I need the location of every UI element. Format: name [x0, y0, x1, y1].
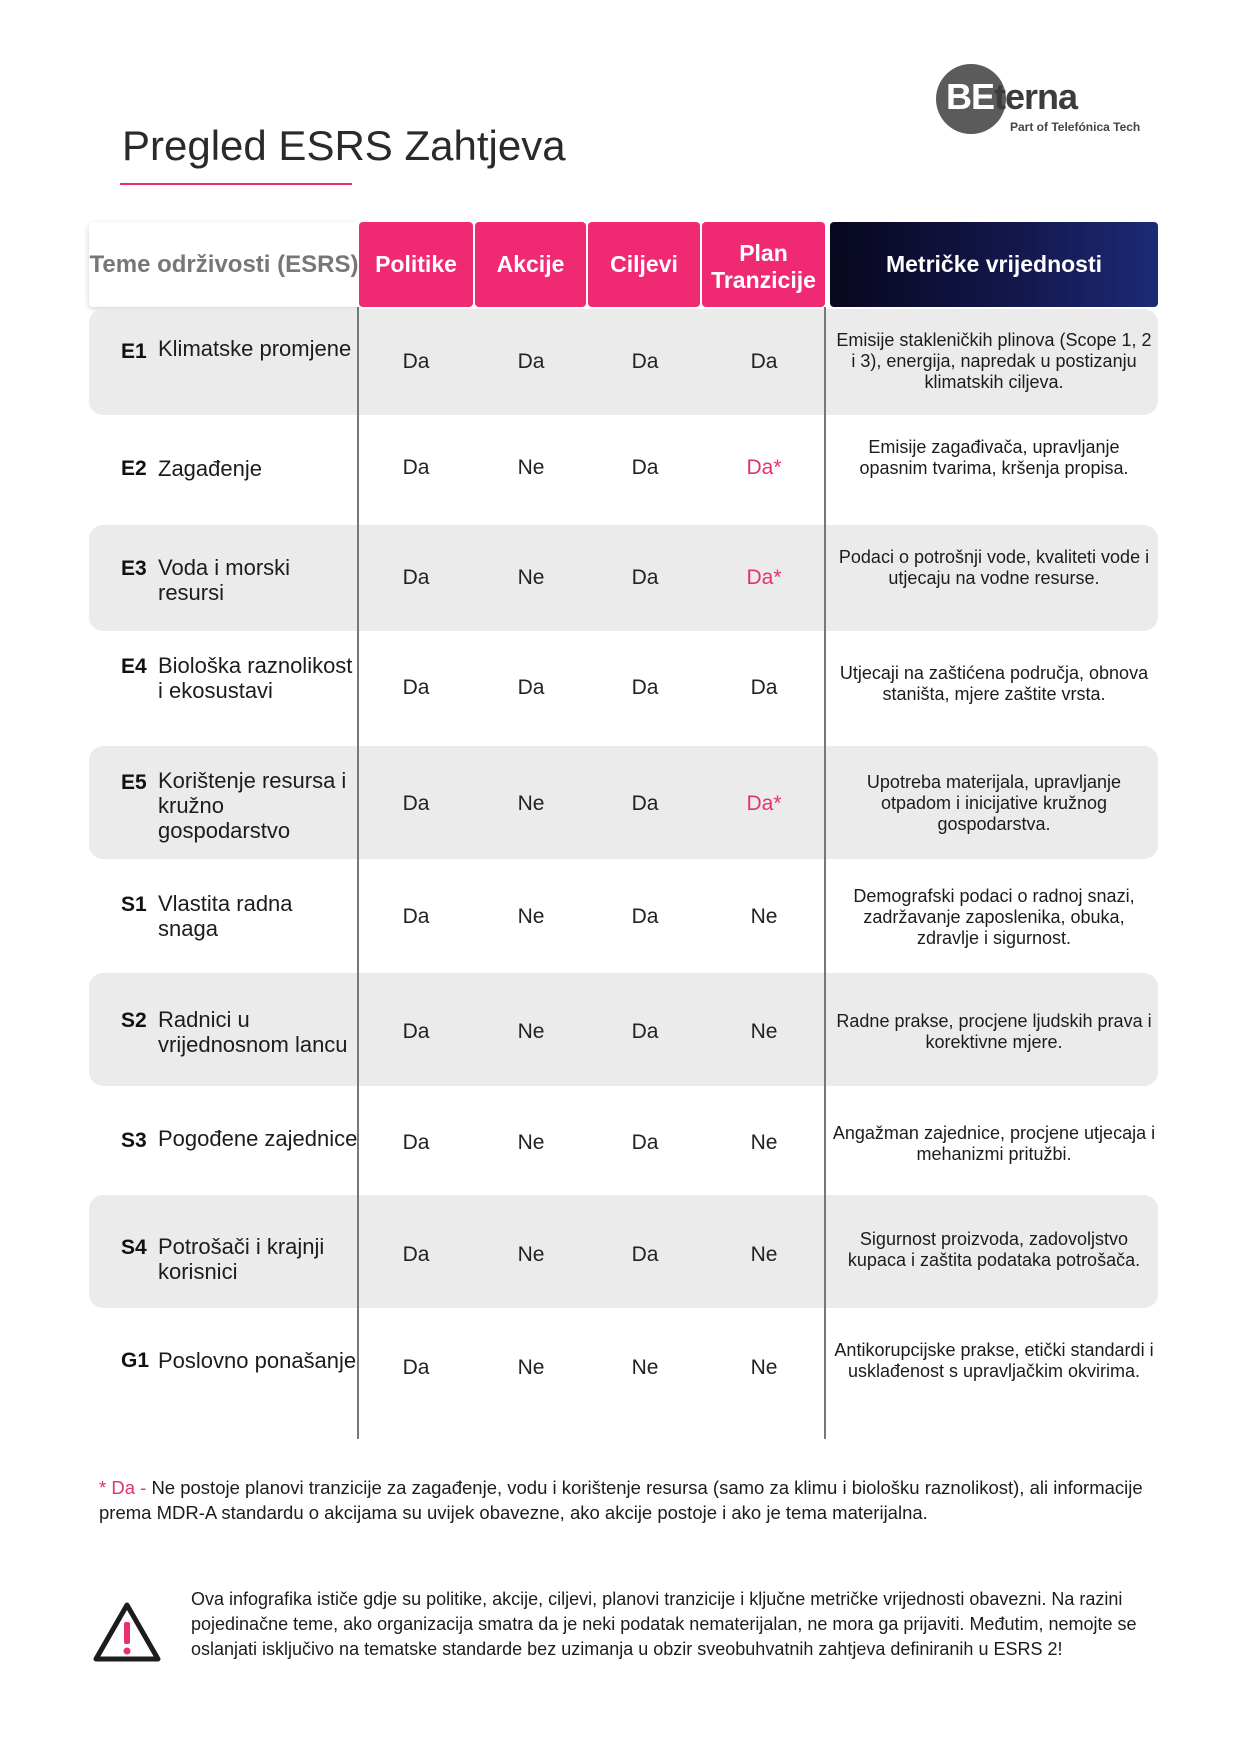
cell-metric: Radne prakse, procjene ljudskih prava i korektivne mjere.: [836, 1011, 1152, 1052]
cell-plan: Ne: [750, 1356, 778, 1379]
row-topic-name: Potrošači i krajnji korisnici: [158, 1234, 325, 1284]
cell-akcije: Ne: [517, 792, 545, 815]
cell-metric: Sigurnost proizvoda, zadovoljstvo kupaca i zaštita podataka potrošača.: [847, 1229, 1141, 1270]
row-code: E2: [121, 457, 147, 480]
cell-metric: Upotreba materijala, upravljanje otpadom i inicijative kružnog gospodarstva.: [866, 772, 1122, 834]
cell-ciljevi: Da: [631, 1131, 659, 1154]
cell-akcije: Ne: [517, 1356, 545, 1379]
cell-politike: Da: [402, 1243, 430, 1266]
cell-ciljevi: Da: [631, 566, 659, 589]
cell-akcije: Ne: [517, 905, 545, 928]
cell-metric: Emisije zagađivača, upravljanje opasnim tvarima, kršenja propisa.: [859, 437, 1129, 478]
row-code: S1: [121, 893, 147, 916]
beterna-logo: [936, 64, 1166, 144]
cell-ciljevi: Da: [631, 1243, 659, 1266]
header-akcije: Akcije: [475, 222, 586, 307]
title-underline: [120, 183, 352, 185]
logo-wordmark: [946, 76, 1077, 118]
row-code: S2: [121, 1009, 147, 1032]
cell-ciljevi: Da: [631, 676, 659, 699]
notice-text: Ova infografika ističe gdje su politike, akcije, ciljevi, planovi tranzicije i ključne metričke vrijednosti obavezni. Na razini pojedinačne teme, ako organizacija smatra da je neki podatak nematerijalan, ne mora ga prijaviti. Međutim, nemojte se oslanjati isključivo na tematske standarde bez uzimanja u obzir sveobuhvatnih zahtjeva definiranih u ESRS 2!: [191, 1589, 1137, 1659]
cell-politike: Da: [402, 350, 430, 373]
row-code: E3: [121, 557, 147, 580]
cell-plan: Ne: [750, 1131, 778, 1154]
row-topic-name: Korištenje resursa i kružno gospodarstvo: [158, 768, 347, 843]
cell-ciljevi: Da: [631, 456, 659, 479]
cell-plan: Da: [750, 350, 778, 373]
row-topic-name: Voda i morski resursi: [158, 555, 291, 605]
row-code: E5: [121, 771, 147, 794]
cell-plan: Da*: [746, 566, 782, 589]
row-topic-name: Zagađenje: [158, 456, 262, 481]
header-plan-tranzicije: Plan Tranzicije: [702, 222, 825, 307]
cell-akcije: Ne: [517, 456, 545, 479]
cell-metric: Demografski podaci o radnoj snazi, zadržavanje zaposlenika, obuka, zdravlje i sigurnost.: [853, 886, 1135, 948]
header-politike: Politike: [359, 222, 473, 307]
cell-politike: Da: [402, 905, 430, 928]
logo-subtitle: Part of Telefónica Tech: [1010, 120, 1141, 134]
row-topic-name: Klimatske promjene: [158, 336, 352, 361]
cell-akcije: Da: [517, 676, 545, 699]
cell-plan: Da: [750, 676, 778, 699]
page-title: Pregled ESRS Zahtjeva: [122, 122, 566, 169]
row-code: G1: [121, 1349, 150, 1372]
row-code: S3: [121, 1129, 147, 1152]
footnote: [99, 1475, 1159, 1525]
row-topic-name: Radnici u vrijednosnom lancu: [158, 1007, 348, 1057]
row-code: E1: [121, 340, 147, 363]
header-metric-values: Metričke vrijednosti: [830, 222, 1158, 307]
row-topic-name: Poslovno ponašanje: [158, 1348, 357, 1373]
row-topic-name: Pogođene zajednice: [158, 1126, 358, 1151]
cell-ciljevi: Da: [631, 905, 659, 928]
cell-ciljevi: Da: [631, 350, 659, 373]
row-topic-name: Vlastita radna snaga: [158, 891, 293, 941]
row-code: E4: [121, 655, 147, 678]
cell-politike: Da: [402, 792, 430, 815]
footnote-mark: * Da -: [99, 1477, 147, 1498]
cell-metric: Emisije stakleničkih plinova (Scope 1, 2 i 3), energija, napredak u postizanju klimatskih ciljeva.: [836, 330, 1152, 392]
cell-politike: Da: [402, 456, 430, 479]
header-ciljevi: Ciljevi: [588, 222, 700, 307]
header-topics: Teme održivosti (ESRS): [89, 222, 359, 307]
cell-politike: Da: [402, 566, 430, 589]
cell-ciljevi: Da: [631, 792, 659, 815]
cell-plan: Da*: [746, 792, 782, 815]
cell-metric: Angažman zajednice, procjene utjecaja i mehanizmi pritužbi.: [832, 1123, 1156, 1164]
logo-be-text: BE: [946, 76, 995, 117]
row-topic-name: Biološka raznolikost i ekosustavi: [158, 653, 353, 703]
cell-plan: Ne: [750, 1243, 778, 1266]
cell-akcije: Ne: [517, 1131, 545, 1154]
cell-ciljevi: Ne: [631, 1356, 659, 1379]
cell-plan: Ne: [750, 905, 778, 928]
cell-ciljevi: Da: [631, 1020, 659, 1043]
cell-akcije: Da: [517, 350, 545, 373]
cell-plan: Da*: [746, 456, 782, 479]
footnote-text: Ne postoje planovi tranzicije za zagađenje, vodu i korištenje resursa (samo za klimu i biološku raznolikost), ali informacije prema MDR-A standardu o akcijama su uvijek obavezne, ako akcije postoje i ako je tema materijalna.: [99, 1477, 1143, 1523]
cell-politike: Da: [402, 1356, 430, 1379]
warning-icon: [92, 1600, 162, 1664]
column-divider: [824, 307, 826, 1439]
cell-politike: Da: [402, 676, 430, 699]
cell-politike: Da: [402, 1020, 430, 1043]
row-code: S4: [121, 1236, 147, 1259]
cell-metric: Podaci o potrošnji vode, kvaliteti vode i utjecaju na vodne resurse.: [838, 547, 1150, 588]
cell-plan: Ne: [750, 1020, 778, 1043]
cell-akcije: Ne: [517, 1020, 545, 1043]
cell-metric: Antikorupcijske prakse, etički standardi i usklađenost s upravljačkim okvirima.: [834, 1340, 1154, 1381]
cell-metric: Utjecaji na zaštićena područja, obnova staništa, mjere zaštite vrsta.: [839, 663, 1149, 704]
logo-terna-text: terna: [994, 76, 1078, 117]
cell-akcije: Ne: [517, 566, 545, 589]
cell-politike: Da: [402, 1131, 430, 1154]
cell-akcije: Ne: [517, 1243, 545, 1266]
